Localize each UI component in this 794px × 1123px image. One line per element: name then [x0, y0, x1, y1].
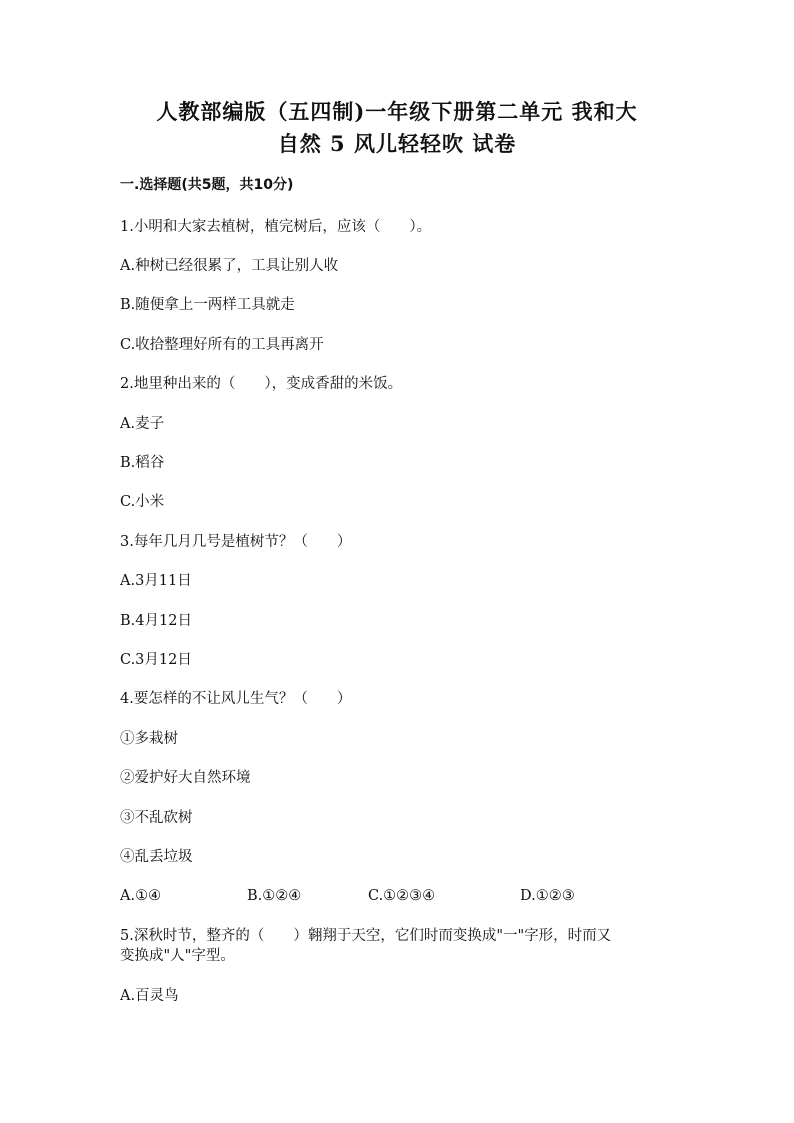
question-4-item-4: ④乱丢垃圾 [120, 849, 193, 865]
question-5-stem-line-2: 变换成"人"字型。 [120, 948, 235, 964]
question-2-option-a: A.麦子 [120, 416, 165, 432]
question-2-option-b: B.稻谷 [120, 455, 165, 471]
question-5-option-a: A.百灵鸟 [120, 988, 179, 1004]
question-4-item-1: ①多栽树 [120, 731, 178, 747]
question-3-option-b: B.4月12日 [120, 613, 192, 629]
question-3-option-c: C.3月12日 [120, 652, 192, 668]
question-1-option-c: C.收拾整理好所有的工具再离开 [120, 337, 324, 353]
question-4-option-d: D.①②③ [520, 888, 575, 904]
exam-title-line-1: 人教部编版（五四制)一年级下册第二单元 我和大 [156, 99, 638, 124]
question-4-option-c: C.①②③④ [368, 888, 436, 904]
question-3-stem: 3.每年几月几号是植树节？（ ） [120, 534, 352, 550]
exam-title-line-2: 自然 5 风儿轻轻吹 试卷 [277, 131, 517, 156]
question-5-stem-line-1: 5.深秋时节，整齐的（ ）翱翔于天空，它们时而变换成"一"字形，时而又 [120, 928, 612, 944]
question-4-option-a: A.①④ [120, 888, 162, 904]
question-3-option-a: A.3月11日 [120, 573, 192, 589]
question-4-item-3: ③不乱砍树 [120, 810, 193, 826]
question-4-option-b: B.①②④ [247, 888, 302, 904]
question-1-option-b: B.随便拿上一两样工具就走 [120, 297, 295, 313]
question-4-item-2: ②爱护好大自然环境 [120, 770, 251, 786]
question-2-option-c: C.小米 [120, 494, 165, 510]
question-1-option-a: A.种树已经很累了，工具让别人收 [120, 258, 339, 274]
question-2-stem: 2.地里种出来的（ ），变成香甜的米饭。 [120, 376, 403, 392]
question-4-stem: 4.要怎样的不让风儿生气？（ ） [120, 691, 352, 707]
question-1-stem: 1.小明和大家去植树，植完树后，应该（ ）。 [120, 219, 432, 235]
section-heading: 一.选择题(共5题，共10分) [120, 177, 294, 193]
